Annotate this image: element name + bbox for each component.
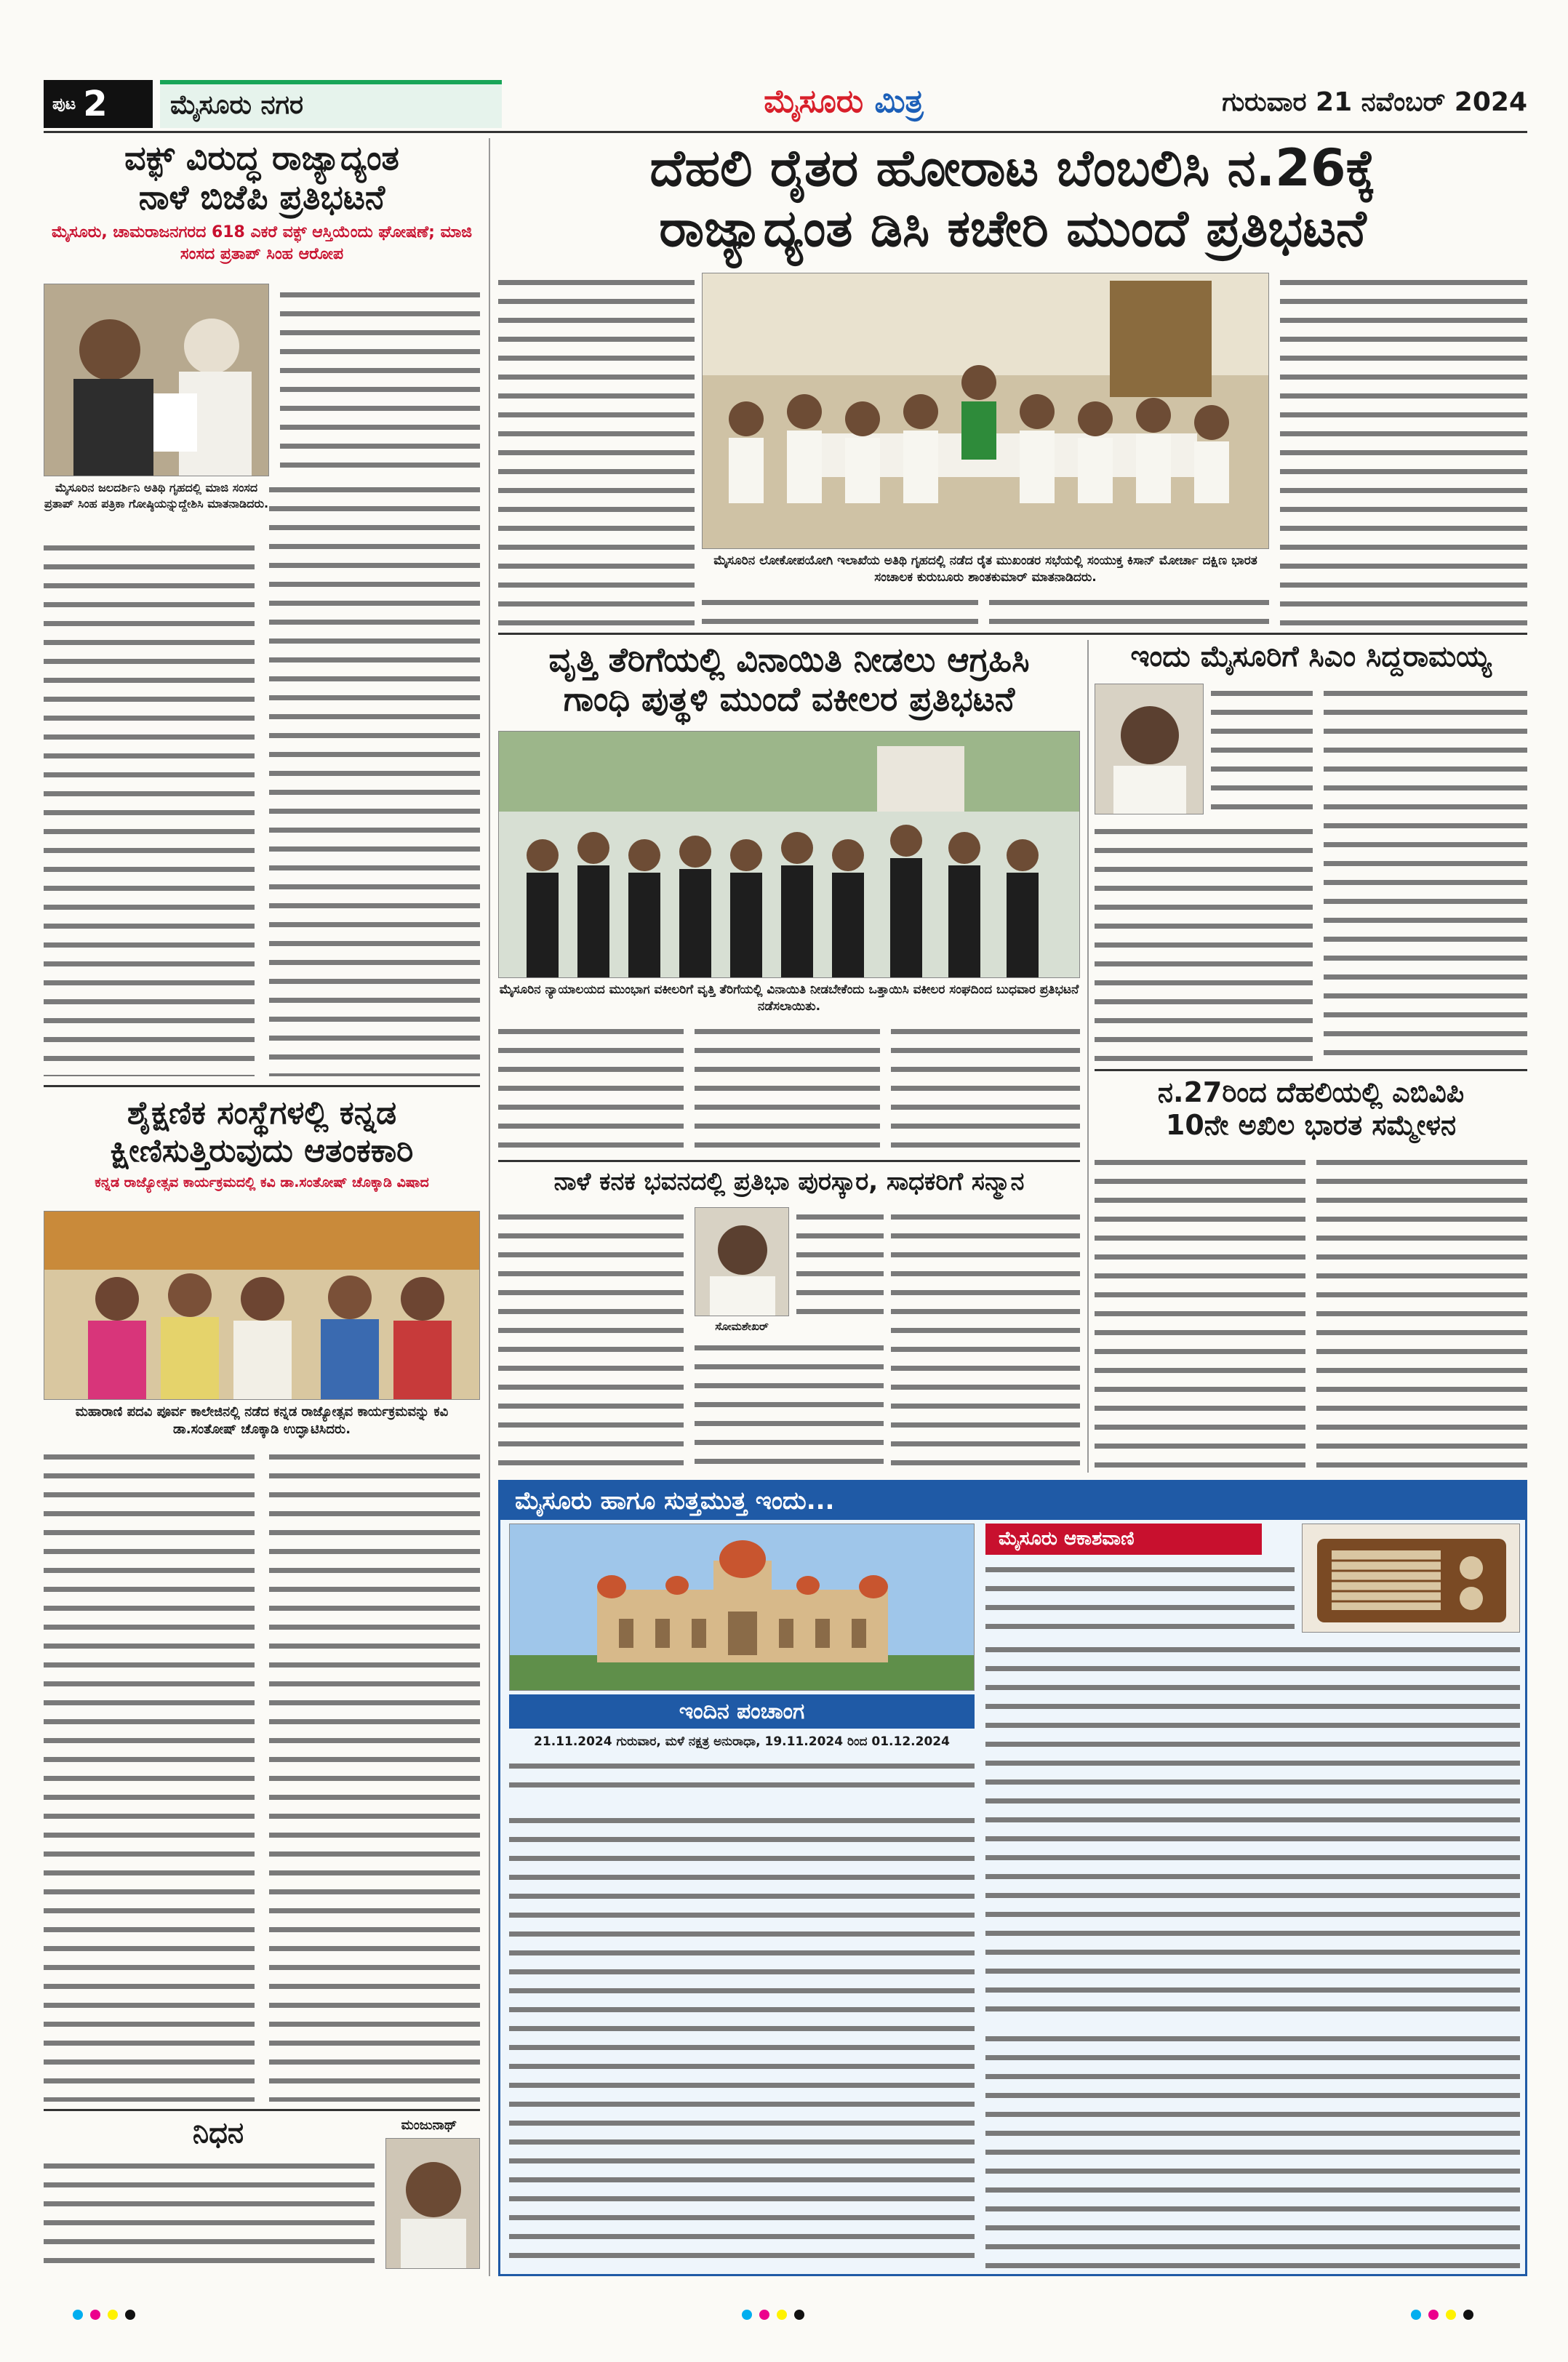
- edition-date: ಗುರುವಾರ 21 ನವೆಂಬರ್ 2024: [1222, 87, 1527, 117]
- page-label: ಪುಟ: [52, 95, 76, 113]
- award-headline: ನಾಳೆ ಕನಕ ಭವನದಲ್ಲಿ ಪ್ರತಿಭಾ ಪುರಸ್ಕಾರ, ಸಾಧಕರಿಗೆ ಸನ್ಮಾನ: [553, 1167, 1025, 1196]
- page-number: 2: [83, 84, 108, 124]
- kannada-subhead: ಕನ್ನಡ ರಾಜ್ಯೋತ್ಸವ ಕಾರ್ಯಕ್ರಮದಲ್ಲಿ ಕವಿ ಡಾ.ಸಂತೋಷ್ ಚೊಕ್ಕಾಡಿ ವಿಷಾದ: [95, 1174, 429, 1190]
- abvp-text-col-b: [1316, 1153, 1527, 1473]
- masthead: [44, 80, 1527, 128]
- panchang-text: [509, 1756, 975, 1800]
- cm-text-col-c: [1324, 684, 1527, 1062]
- today-listings-col-b: [985, 2029, 1520, 2269]
- registration-marks-right: [1411, 2309, 1481, 2323]
- kannada-headline-1: ಶೈಕ್ಷಣಿಕ ಸಂಸ್ಥೆಗಳಲ್ಲಿ ಕನ್ನಡ: [127, 1094, 397, 1132]
- waqf-headline-1: ವಕ್ಫ್ ವಿರುದ್ಧ ರಾಜ್ಯಾದ್ಯಂತ: [124, 138, 399, 177]
- lawyers-headline-1: ವೃತ್ತಿ ತೆರಿಗೆಯಲ್ಲಿ ವಿನಾಯಿತಿ ನೀಡಲು ಆಗ್ರಹಿಸಿ: [548, 640, 1030, 679]
- portrait-image: [386, 2139, 480, 2269]
- story-cm: [1095, 640, 1527, 674]
- obituary-text: [44, 2156, 375, 2273]
- panchang-title: ಇಂದಿನ ಪಂಚಾಂಗ: [509, 1694, 975, 1729]
- radio-title: ಮೈಸೂರು ಆಕಾಶವಾಣಿ: [985, 1524, 1262, 1555]
- abvp-headline-1: ನ.27ರಿಂದ ದೆಹಲಿಯಲ್ಲಿ ಎಬಿವಿಪಿ: [1157, 1076, 1465, 1108]
- lawyers-caption: ಮೈಸೂರಿನ ನ್ಯಾಯಾಲಯದ ಮುಂಭಾಗ ವಕೀಲರಿಗೆ ವೃತ್ತಿ ತೆರಿಗೆಯಲ್ಲಿ ವಿನಾಯಿತಿ ನೀಡಬೇಕೆಂದು ಒತ್ತಾಯಿಸಿ ವಕೀಲರ ಸಂಘದಿಂದ ಬುಧವಾರ ಪ್ರತಿಭಟನೆ ನಡೆಸಲಾಯಿತು.: [499, 982, 1079, 1014]
- lawyers-text-col-b: [695, 1022, 880, 1153]
- farmers-text-col-a: [498, 273, 695, 625]
- today-listings-col-a: [509, 1811, 975, 2269]
- panchang-line: 21.11.2024 ಗುರುವಾರ, ಮಳೆ ನಕ್ಷತ್ರ ಅನುರಾಧಾ, 19.11.2024 ರಿಂದ 01.12.2024: [534, 1734, 950, 1749]
- column-rule-left: [489, 138, 490, 2276]
- press-meet-image: [44, 284, 269, 476]
- palace-photo: [509, 1524, 975, 1691]
- award-text-col-c: [695, 1338, 884, 1473]
- lawyers-photo: [498, 731, 1080, 978]
- paper-name-part-2: ಮಿತ್ರ: [874, 83, 924, 120]
- lawyers-text-col-c: [891, 1022, 1080, 1153]
- waqf-photo: [44, 284, 269, 476]
- divider-3: [498, 633, 1527, 635]
- farmers-text-col-b: [702, 593, 978, 625]
- story-lawyers: [498, 640, 1080, 719]
- story-waqf: [44, 138, 480, 265]
- abvp-headline-2: 10ನೇ ಅಖಿಲ ಭಾರತ ಸಮ್ಮೇಳನ: [1165, 1108, 1457, 1141]
- farmers-headline-1: ದೆಹಲಿ ರೈತರ ಹೋರಾಟ ಬೆಂಬಲಿಸಿ ನ.26ಕ್ಕೆ: [649, 138, 1376, 198]
- kannada-caption: ಮಹಾರಾಣಿ ಪದವಿ ಪೂರ್ವ ಕಾಲೇಜಿನಲ್ಲಿ ನಡೆದ ಕನ್ನಡ ರಾಜ್ಯೋತ್ಸವ ಕಾರ್ಯಕ್ರಮವನ್ನು ಕವಿ ಡಾ.ಸಂತೋಷ್ ಚೊಕ್ಕಾಡಿ ಉದ್ಘಾಟಿಸಿದರು.: [75, 1404, 449, 1437]
- story-abvp: [1095, 1076, 1527, 1142]
- page-tag: [44, 80, 153, 128]
- waqf-text-col-a: [280, 285, 480, 474]
- divider-2: [44, 2109, 480, 2111]
- story-kannada: [44, 1094, 480, 1190]
- kannada-text-col-b: [269, 1447, 480, 2102]
- story-farmers: [498, 138, 1527, 258]
- award-text-col-b: [796, 1207, 884, 1316]
- today-box-title: ಮೈಸೂರು ಹಾಗೂ ಸುತ್ತಮುತ್ತ ಇಂದು...: [500, 1482, 1525, 1520]
- kannada-headline-2: ಕ್ಷೀಣಿಸುತ್ತಿರುವುದು ಆತಂಕಕಾರಿ: [110, 1132, 414, 1169]
- registration-marks-center: [742, 2309, 812, 2323]
- kannada-photo: [44, 1211, 480, 1400]
- divider-5: [498, 1160, 1080, 1162]
- radio-text-a: [985, 1560, 1295, 1633]
- lawyers-protest-image: [499, 732, 1080, 978]
- masthead-rule: [44, 131, 1527, 133]
- farmers-meeting-image: [703, 273, 1269, 549]
- cm-text-col-a: [1211, 684, 1313, 814]
- cm-photo: [1095, 684, 1204, 814]
- somashekar-portrait-image: [695, 1208, 789, 1316]
- farmers-photo: [702, 273, 1269, 549]
- waqf-subhead: ಮೈಸೂರು, ಚಾಮರಾಜನಗರದ 618 ಎಕರೆ ವಕ್ಫ್ ಆಸ್ತಿಯೆಂದು ಘೋಷಣೆ; ಮಾಜಿ ಸಂಸದ ಪ್ರತಾಪ್ ಸಿಂಹ ಆರೋಪ: [51, 223, 473, 263]
- waqf-headline-2: ನಾಳೆ ಬಿಜೆಪಿ ಪ್ರತಿಭಟನೆ: [138, 177, 385, 217]
- section-name: ಮೈಸೂರು ನಗರ: [160, 80, 502, 128]
- farmers-caption: ಮೈಸೂರಿನ ಲೋಕೋಪಯೋಗಿ ಇಲಾಖೆಯ ಅತಿಥಿ ಗೃಹದಲ್ಲಿ ನಡೆದ ರೈತ ಮುಖಂಡರ ಸಭೆಯಲ್ಲಿ ಸಂಯುಕ್ತ ಕಿಸಾನ್ ಮೋರ್ಚಾ ದಕ್ಷಿಣ ಭಾರತ ಸಂಚಾಲಕ ಕುರುಬೂರು ಶಾಂತಕುಮಾರ್ ಮಾತನಾಡಿದರು.: [713, 553, 1257, 585]
- lawyers-headline-2: ಗಾಂಧಿ ಪುತ್ಥಳಿ ಮುಂದೆ ವಕೀಲರ ಪ್ರತಿಭಟನೆ: [563, 679, 1015, 719]
- radio-set-image: [1303, 1524, 1520, 1633]
- paper-name: [713, 83, 975, 120]
- abvp-text-col-a: [1095, 1153, 1305, 1473]
- waqf-text-col-c: [269, 480, 480, 1076]
- farmers-text-col-c: [989, 593, 1269, 625]
- farmers-text-col-d: [1280, 273, 1527, 625]
- lawyers-text-col-a: [498, 1022, 684, 1153]
- cm-portrait-image: [1095, 684, 1204, 814]
- kannada-text-col-a: [44, 1447, 255, 2102]
- award-text-col-d: [891, 1207, 1080, 1473]
- obituary-heading: ನಿಧನ: [192, 2116, 244, 2150]
- waqf-caption: ಮೈಸೂರಿನ ಜಲದರ್ಶಿನಿ ಅತಿಥಿ ಗೃಹದಲ್ಲಿ ಮಾಜಿ ಸಂಸದ ಪ್ರತಾಪ್ ಸಿಂಹ ಪತ್ರಿಕಾ ಗೋಷ್ಠಿಯನ್ನುದ್ದೇಶಿಸಿ ಮಾತನಾಡಿದರು.: [44, 481, 269, 511]
- divider-1: [44, 1085, 480, 1087]
- obituary-photo: [385, 2138, 480, 2269]
- registration-marks-left: [73, 2309, 143, 2323]
- cm-headline: ಇಂದು ಮೈಸೂರಿಗೆ ಸಿಎಂ ಸಿದ್ದರಾಮಯ್ಯ: [1130, 640, 1492, 673]
- rajyotsava-event-image: [44, 1212, 480, 1400]
- radio-photo: [1302, 1524, 1520, 1633]
- award-photo-label: ಸೋಮಶೇಖರ್: [715, 1320, 769, 1333]
- radio-text-b: [985, 1640, 1520, 2022]
- story-award: [498, 1167, 1080, 1196]
- award-photo: [695, 1207, 789, 1316]
- award-text-col-a: [498, 1207, 684, 1473]
- waqf-text-col-b: [44, 538, 255, 1076]
- column-rule-mid: [1087, 640, 1089, 1473]
- paper-name-part-1: ಮೈಸೂರು: [764, 83, 864, 120]
- farmers-headline-2: ರಾಜ್ಯಾದ್ಯಂತ ಡಿಸಿ ಕಚೇರಿ ಮುಂದೆ ಪ್ರತಿಭಟನೆ: [659, 198, 1367, 258]
- mysore-palace-image: [510, 1524, 975, 1691]
- cm-text-col-b: [1095, 822, 1313, 1062]
- divider-4: [1095, 1069, 1527, 1071]
- obituary-name: ಮಂಜುನಾಥ್: [401, 2118, 457, 2133]
